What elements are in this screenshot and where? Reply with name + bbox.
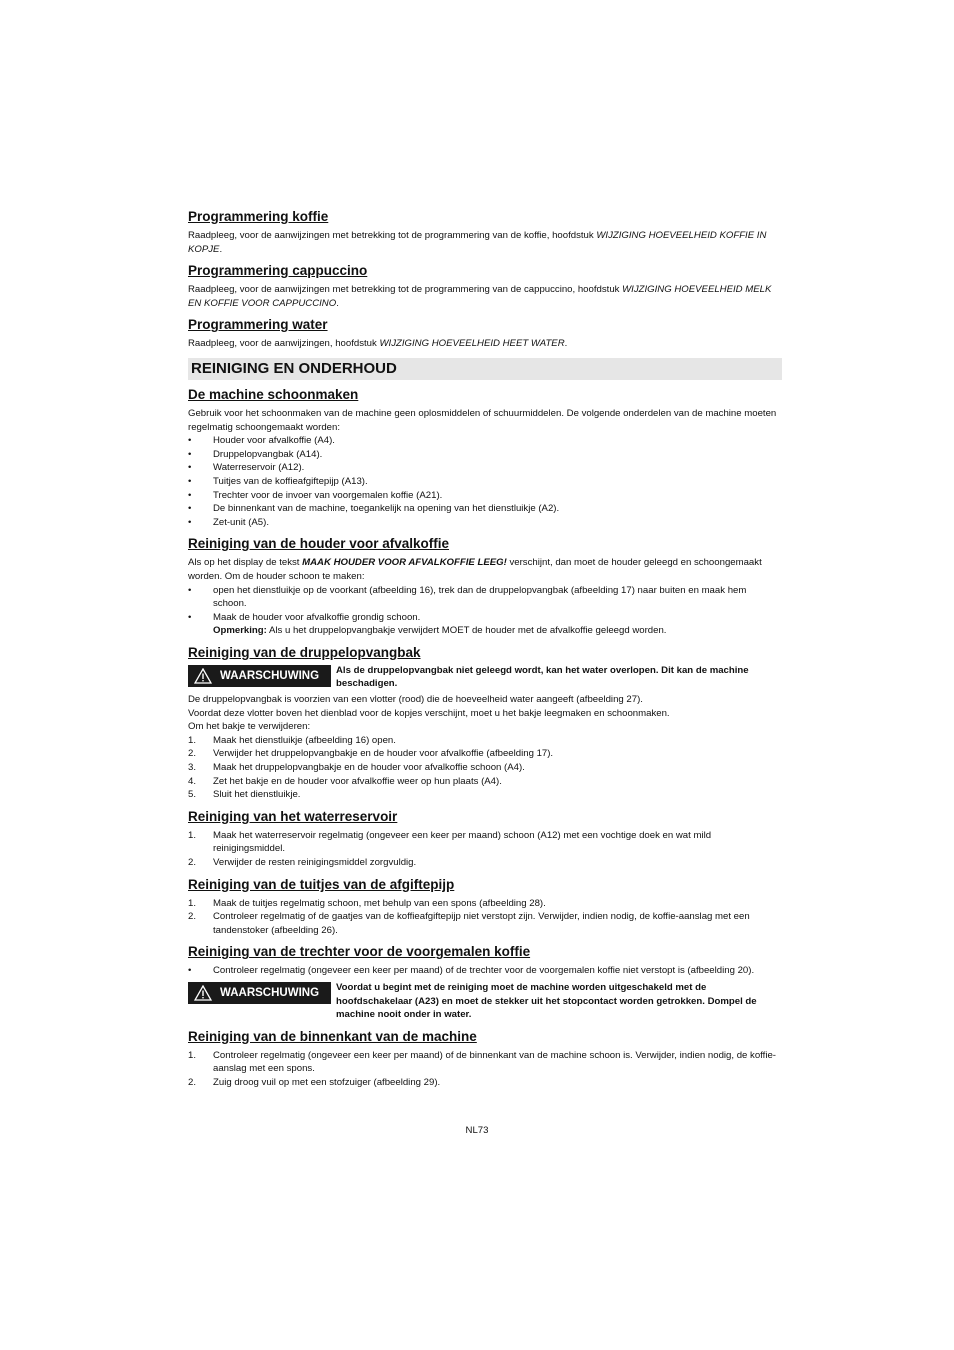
section-programmering-cappuccino	[188, 263, 782, 310]
warning-text: Als de druppelopvangbak niet geleegd wordt, kan het water overlopen. Dit kan de machine beschadigen.	[336, 664, 749, 690]
list-item: 1. Maak het dienstluikje (afbeelding 16) open.	[188, 734, 396, 746]
list-item: 3. Maak het druppelopvangbakje en de houder voor afvalkoffie schoon (A4).	[188, 762, 525, 774]
heading-druppel: Reiniging van de druppelopvangbak	[188, 644, 421, 660]
list-item: • Tuitjes van de koffieafgiftepijp (A13).	[188, 475, 368, 487]
paragraph-programmering-koffie: Raadpleeg, voor de aanwijzingen met betrekking tot de programmering van de koffie, hoofdstuk WIJZIGING HOEVEELHEID KOFFIE IN KOPJE.	[188, 230, 767, 255]
section-programmering-koffie	[188, 209, 782, 256]
heading-schoonmaken: De machine schoonmaken	[188, 386, 359, 402]
warning-label: WAARSCHUWING	[220, 986, 320, 999]
list-item: 1. Maak het waterreservoir regelmatig (ongeveer een keer per maand) schoon (A12) met een vochtige doek en wat mild reinigingsmiddel.	[188, 829, 712, 855]
list-item: • Houder voor afvalkoffie (A4).	[188, 435, 335, 447]
list-item: 4. Zet het bakje en de houder voor afvalkoffie weer op hun plaats (A4).	[188, 775, 502, 787]
heading-trechter: Reiniging van de trechter voor de voorgemalen koffie	[188, 944, 531, 960]
list-item: • Controleer regelmatig (ongeveer een keer per maand) of de trechter voor de voorgemalen koffie niet verstopt is (afbeelding 20).	[188, 965, 755, 977]
section-tuitjes	[188, 877, 782, 938]
paragraph-druppel-3: Om het bakje te verwijderen:	[188, 721, 311, 733]
warning-triangle-icon	[194, 985, 212, 1001]
heading-binnenkant: Reiniging van de binnenkant van de machine	[188, 1028, 477, 1044]
list-item: • Trechter voor de invoer van voorgemalen koffie (A21).	[188, 489, 443, 501]
list-item: • open het dienstluikje op de voorkant (afbeelding 16), trek dan de druppelopvangbak (afbeelding 17) naar buiten en maak hem schoon.	[188, 584, 747, 610]
paragraph-druppel-1: De druppelopvangbak is voorzien van een vlotter (rood) die de hoeveelheid water aangeeft (afbeelding 27).	[188, 694, 643, 706]
document-page	[188, 209, 782, 1097]
section-binnenkant	[188, 1029, 782, 1090]
warning-triangle-icon	[194, 668, 212, 684]
section-trechter	[188, 944, 782, 1021]
list-item: 5. Sluit het dienstluikje.	[188, 789, 301, 801]
list-druppel	[188, 734, 782, 802]
list-item: 2. Verwijder het druppelopvangbakje en de houder voor afvalkoffie (afbeelding 17).	[188, 748, 554, 760]
section-waterreservoir	[188, 809, 782, 870]
heading-waterreservoir: Reiniging van het waterreservoir	[188, 808, 398, 824]
warning-box	[188, 665, 782, 691]
list-tuitjes	[188, 897, 782, 938]
warning-box	[188, 982, 782, 1022]
section-houder	[188, 536, 782, 638]
warning-badge	[188, 982, 331, 1004]
paragraph-programmering-cappuccino: Raadpleeg, voor de aanwijzingen met betrekking tot de programmering van de cappuccino, hoofdstuk WIJZIGING HOEVEELHEID MELK EN KOFFIE VOOR CAPPUCCINO.	[188, 284, 772, 309]
list-schoonmaken	[188, 434, 782, 529]
banner-title: REINIGING EN ONDERHOUD	[191, 359, 397, 377]
heading-houder: Reiniging van de houder voor afvalkoffie	[188, 536, 450, 552]
list-waterreservoir	[188, 829, 782, 870]
section-druppel	[188, 645, 782, 802]
list-houder	[188, 584, 782, 638]
heading-programmering-water: Programmering water	[188, 317, 328, 333]
list-item: • Waterreservoir (A12).	[188, 462, 305, 474]
list-item: 2. Zuig droog vuil op met een stofzuiger (afbeelding 29).	[188, 1076, 441, 1088]
section-banner	[188, 358, 782, 380]
list-item: • Zet-unit (A5).	[188, 516, 269, 528]
heading-tuitjes: Reiniging van de tuitjes van de afgiftepijp	[188, 876, 455, 892]
heading-programmering-koffie: Programmering koffie	[188, 209, 329, 224]
list-binnenkant	[188, 1049, 782, 1090]
list-item: 2. Verwijder de resten reinigingsmiddel zorgvuldig.	[188, 857, 417, 868]
list-item: • Maak de houder voor afvalkoffie grondig schoon. Opmerking: Als u het druppelopvangbakje verwijdert MOET de houder met de afvalkoffie geleegd worden.	[188, 611, 667, 637]
warning-text: Voordat u begint met de reiniging moet de machine worden uitgeschakeld met de hoofdschakelaar (A23) en moet de stekker uit het stopcontact worden getrokken. Dompel de machine nooit onder in water.	[336, 981, 757, 1021]
section-programmering-water	[188, 317, 782, 351]
page-number: NL73	[465, 1125, 489, 1136]
paragraph-houder-intro: Als op het display de tekst MAAK HOUDER VOOR AFVALKOFFIE LEEG! verschijnt, dan moet de houder geleegd en schoongemaakt worden. Om de houder schoon te maken:	[188, 557, 762, 582]
list-item: 2. Controleer regelmatig of de gaatjes van de koffieafgiftepijp niet verstopt zijn. Verwijder, indien nodig, de koffie-aanslag met een tandenstoker (afbeelding 26).	[188, 911, 750, 936]
heading-programmering-cappuccino: Programmering cappuccino	[188, 263, 368, 279]
warning-badge	[188, 665, 331, 687]
list-item: 1. Maak de tuitjes regelmatig schoon, met behulp van een spons (afbeelding 28).	[188, 897, 546, 909]
paragraph-druppel-2: Voordat deze vlotter boven het dienblad voor de kopjes verschijnt, moet u het bakje leegmaken en schoonmaken.	[188, 707, 670, 719]
warning-label: WAARSCHUWING	[220, 669, 320, 682]
paragraph-programmering-water: Raadpleeg, voor de aanwijzingen, hoofdstuk WIJZIGING HOEVEELHEID HEET WATER.	[188, 338, 568, 350]
section-schoonmaken	[188, 387, 782, 529]
list-trechter	[188, 964, 782, 978]
list-item: • Druppelopvangbak (A14).	[188, 448, 323, 460]
paragraph-schoonmaken-intro: Gebruik voor het schoonmaken van de machine geen oplosmiddelen of schuurmiddelen. De volgende onderdelen van de machine moeten regelmatig schoongemaakt worden:	[188, 407, 777, 433]
list-item: • De binnenkant van de machine, toegankelijk na opening van het dienstluikje (A2).	[188, 503, 560, 515]
list-item: 1. Controleer regelmatig (ongeveer een keer per maand) of de binnenkant van de machine schoon is. Verwijder, indien nodig, de koffie-aanslag met een spons.	[188, 1049, 776, 1075]
